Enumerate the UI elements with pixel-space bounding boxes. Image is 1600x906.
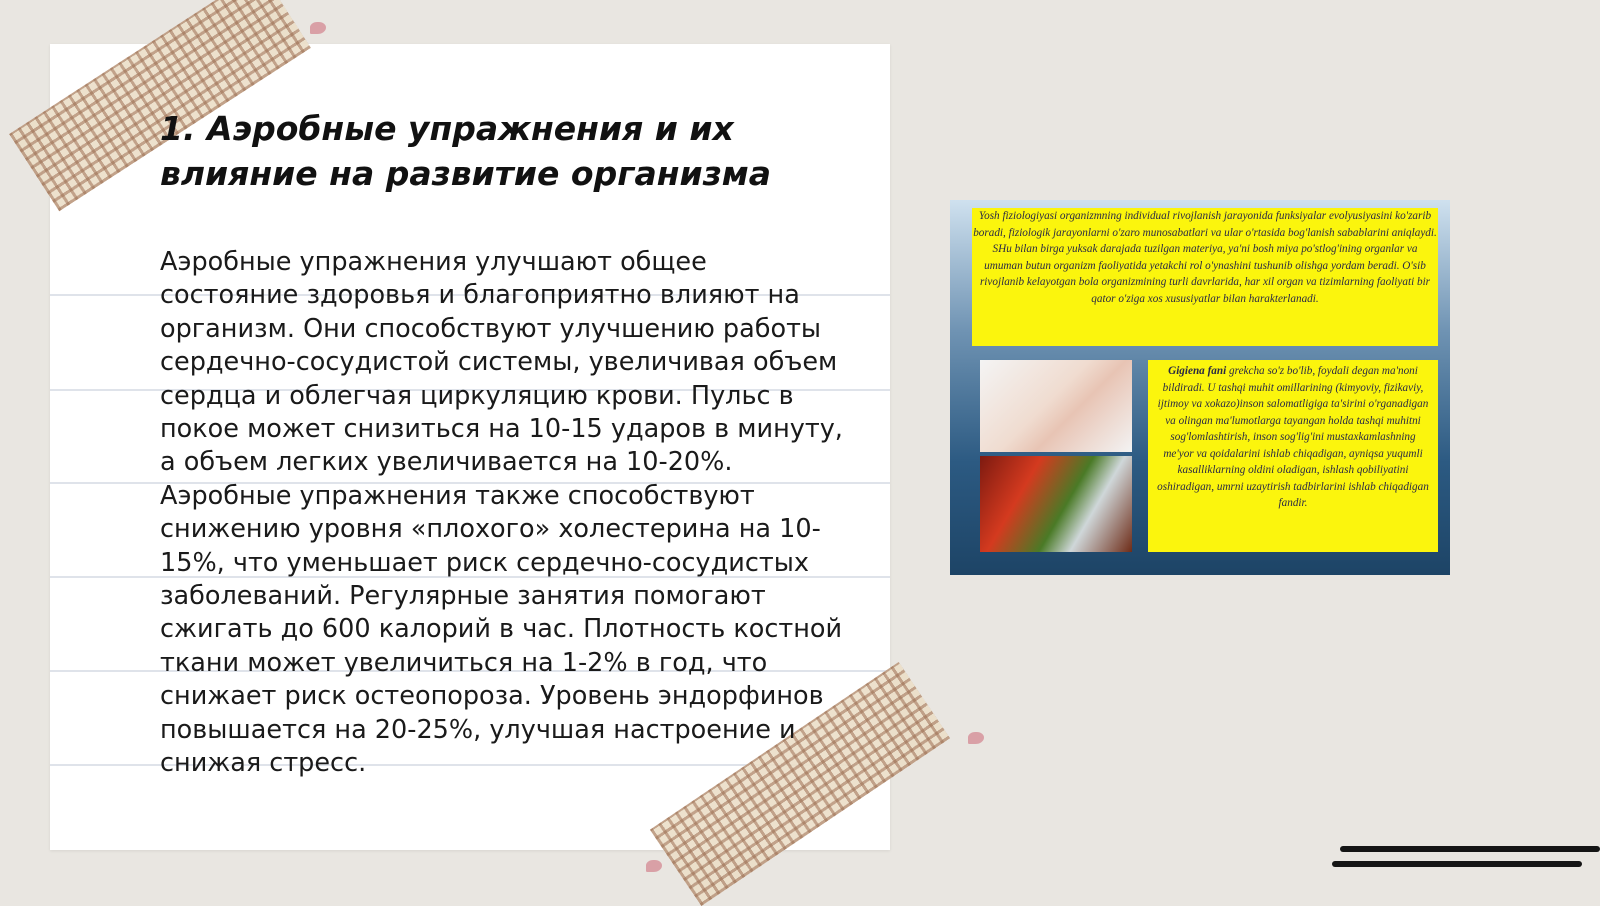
vegetables-photo — [980, 456, 1132, 552]
decorative-brush-lines — [1340, 846, 1600, 876]
slide-body-text: Аэробные упражнения улучшают общее состояние здоровья и благоприятно влияют на организм. Они способствуют улучшению работы сердечно-сосудистой системы, увеличивая объем сердца и облегчая циркуляцию крови. Пульс в покое может снизиться на 10-15 ударов в минуту, а объем легких увеличивается на 10-20%. Аэробные упражнения также способствуют снижению уровня «плохого» холестерина на 10-15%, что уменьшает риск сердечно-сосудистых заболеваний. Регулярные занятия помогают сжигать до 600 калорий в час. Плотность костной ткани может увеличиться на 1-2% в год, что снижает риск остеопороза. Уровень эндорфинов повышается на 20-25%, улучшая настроение и снижая стресс. — [160, 247, 843, 779]
brush-stroke — [1340, 846, 1600, 852]
figure-right-bold: Gigiena fani — [1168, 365, 1227, 377]
slide-title: 1. Аэробные упражнения и их влияние на развитие организма — [160, 109, 772, 193]
figure-right-text-box — [1148, 360, 1438, 552]
tape-pin-icon — [968, 732, 984, 744]
illustration-image — [950, 200, 1450, 575]
tape-pin-icon — [646, 860, 662, 872]
tape-pin-icon — [310, 22, 326, 34]
figure-top-text-box: Yosh fiziologiyasi organizmning individual rivojlanish jarayonida funksiyalar evolyusiyasini ko'zarib boradi, fiziologik jarayonlarni o'zaro munosabatlari va ular o'rtasida bog'lanish sabablarini aniqlaydi. SHu bilan birga yuksak darajada tuzilgan materiya, ya'ni bosh miya po'stlog'ining organlar va umuman butun organizm faoliyatida yetakchi rol o'ynashini tushunib olishga yordam beradi. O'sib rivojlanib kelayotgan bola organizmining turli davrlarida, har xil organ va tizimlarning faoliyati bir qator o'ziga xos xususiyatlar bilan harakterlanadi. — [972, 208, 1438, 346]
brush-stroke — [1332, 861, 1582, 867]
figure-right-text: grekcha so'z bo'lib, foydali degan ma'noni bildiradi. U tashqi muhit omillarining (kimyoviy, fizikaviy, ijtimoy va xokazo)inson salomatligiga ta'sirini o'rganadigan va olingan ma'lumotlarga tayangan holda tashqi muhitni sog'lomlashtirish, inson sog'lig'ini mustaxkamlashning me'yor va qoidalarini ishlab chiqadigan, ayniqsa yuqumli kasalliklarning oldini oladigan, ishlash qobiliyatini oshiradigan, umrni uzaytirish tadbirlarini ishlab chiqadigan fandir. — [1157, 365, 1429, 509]
hands-washing-photo — [980, 360, 1132, 452]
